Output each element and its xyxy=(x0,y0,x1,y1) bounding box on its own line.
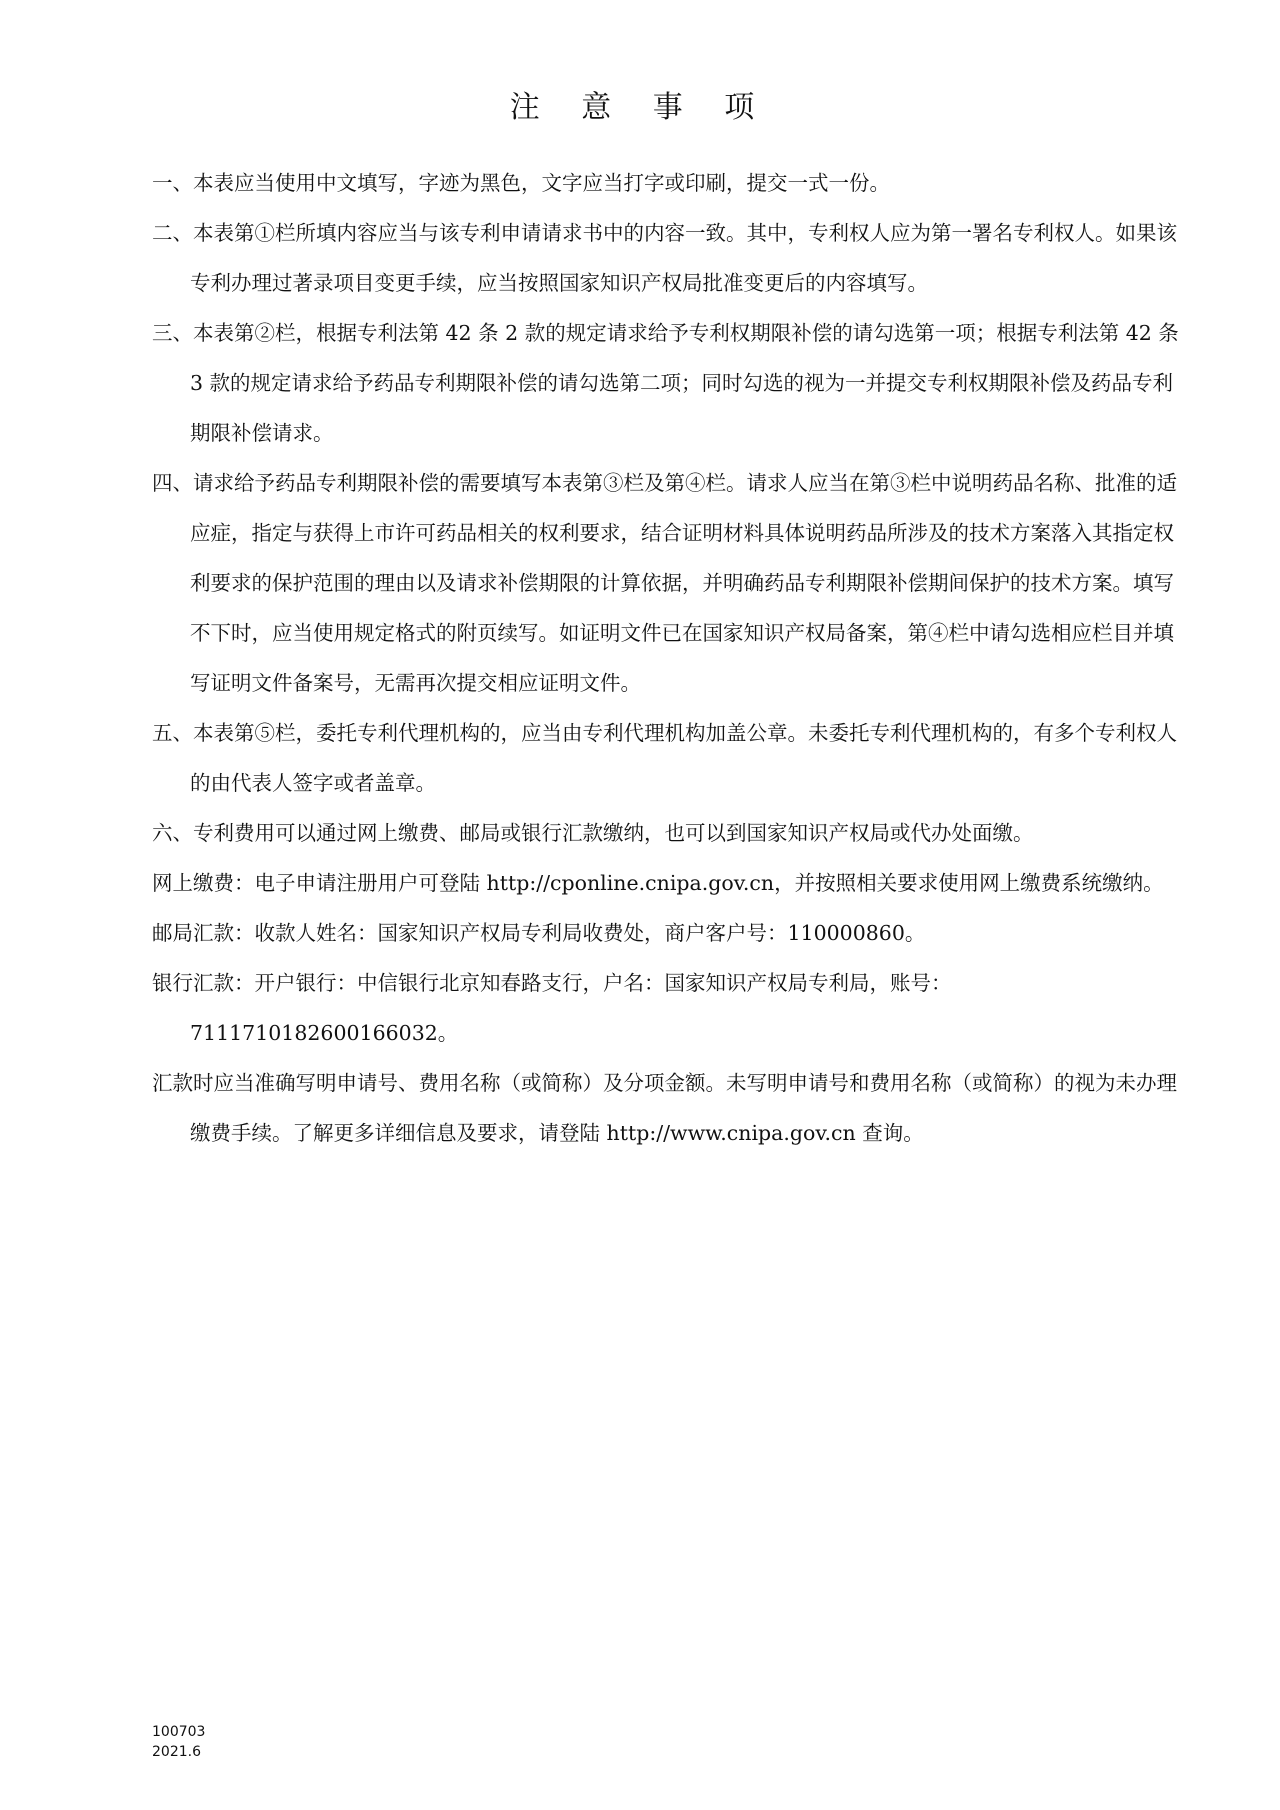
remittance-instructions-note: 汇款时应当准确写明申请号、费用名称（或简称）及分项金额。未写明申请号和费用名称（或简称）的视为未办理缴费手续。了解更多详细信息及要求，请登陆 http://www.cnipa.gov.cn 查询。 xyxy=(152,1071,1177,1145)
note-item-5: 五、本表第⑤栏，委托专利代理机构的，应当由专利代理机构加盖公章。未委托专利代理机构的，有多个专利权人的由代表人签字或者盖章。 xyxy=(152,721,1177,795)
note-item-6: 六、专利费用可以通过网上缴费、邮局或银行汇款缴纳，也可以到国家知识产权局或代办处面缴。 xyxy=(152,821,1034,845)
note-item-4: 四、请求给予药品专利期限补偿的需要填写本表第③栏及第④栏。请求人应当在第③栏中说明药品名称、批准的适应症，指定与获得上市许可药品相关的权利要求，结合证明材料具体说明药品所涉及的技术方案落入其指定权利要求的保护范围的理由以及请求补偿期限的计算依据，并明确药品专利期限补偿期间保护的技术方案。填写不下时，应当使用规定格式的附页续写。如证明文件已在国家知识产权局备案，第④栏中请勾选相应栏目并填写证明文件备案号，无需再次提交相应证明文件。 xyxy=(152,471,1177,695)
form-code: 100703 xyxy=(152,1724,206,1740)
note-item-3: 三、本表第②栏，根据专利法第 42 条 2 款的规定请求给予专利权期限补偿的请勾选第一项；根据专利法第 42 条 3 款的规定请求给予药品专利期限补偿的请勾选第二项；同时勾选的视为一并提交专利权期限补偿及药品专利期限补偿请求。 xyxy=(152,321,1179,445)
bank-remittance-note: 银行汇款：开户银行：中信银行北京知春路支行，户名：国家知识产权局专利局，账号：7111710182600166032。 xyxy=(152,971,952,1045)
form-version: 2021.6 xyxy=(152,1744,201,1760)
notes-list xyxy=(152,158,1192,1158)
postal-remittance-note: 邮局汇款：收款人姓名：国家知识产权局专利局收费处，商户客户号：110000860。 xyxy=(152,921,926,945)
form-footer xyxy=(152,1722,205,1762)
online-payment-note: 网上缴费：电子申请注册用户可登陆 http://cponline.cnipa.gov.cn，并按照相关要求使用网上缴费系统缴纳。 xyxy=(152,871,1164,895)
note-item-2: 二、本表第①栏所填内容应当与该专利申请请求书中的内容一致。其中，专利权人应为第一署名专利权人。如果该专利办理过著录项目变更手续，应当按照国家知识产权局批准变更后的内容填写。 xyxy=(152,221,1177,295)
note-item-1: 一、本表应当使用中文填写，字迹为黑色，文字应当打字或印刷，提交一式一份。 xyxy=(152,171,890,195)
page-title: 注 意 事 项 xyxy=(509,90,771,125)
